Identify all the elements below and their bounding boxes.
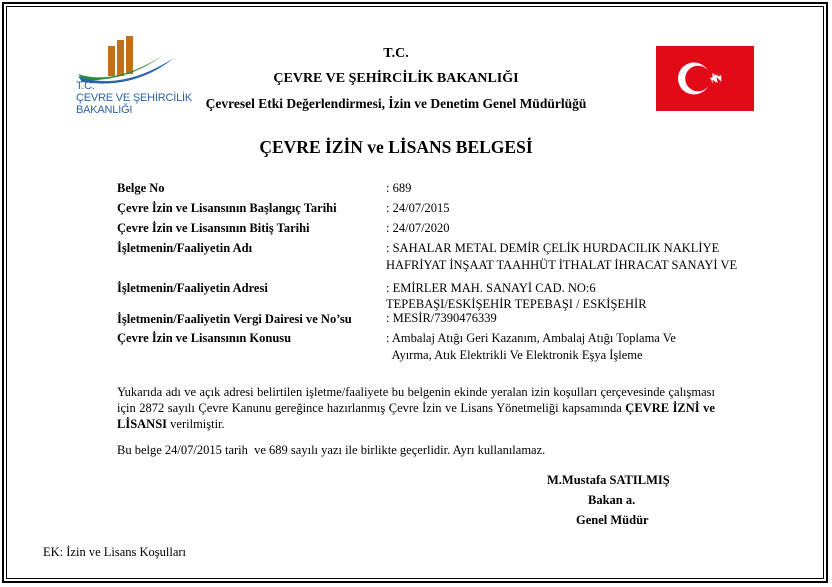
- body-paragraph-part1: Yukarıda adı ve açık adresi belirtilen işletme/faaliyete bu belgenin ekinde yeralan izin koşulları çerçevesinde çalışması için 2872 sayılı Çevre Kanunu gereğince hazırlanmış Çevre İzin ve Lisans Yönetmeliği kapsamında: [117, 385, 715, 415]
- field-label-end-date: Çevre İzin ve Lisansının Bitiş Tarihi: [117, 221, 310, 235]
- field-label-belge-no: Belge No: [117, 181, 165, 195]
- field-value-address-2: TEPEBAŞI/ESKİŞEHİR TEPEBAŞI / ESKİŞEHİR: [386, 297, 647, 311]
- field-label-company-name: İşletmenin/Faaliyetin Adı: [117, 241, 253, 255]
- logo-text-line2: ÇEVRE VE ŞEHİRCİLİK: [76, 92, 193, 104]
- body-paragraph: [117, 384, 715, 432]
- field-value-subject-2: Ayırma, Atık Elektrikli Ve Elektronik Eşya İşleme: [386, 348, 643, 362]
- field-label-start-date: Çevre İzin ve Lisansının Başlangıç Tarihi: [117, 201, 337, 215]
- signatory-title2: Genel Müdür: [576, 513, 649, 527]
- signatory-title1: Bakan a.: [588, 493, 636, 507]
- field-value-start-date: : 24/07/2015: [386, 201, 450, 215]
- body-paragraph-part2: verilmiştir.: [167, 417, 225, 431]
- certificate-title: ÇEVRE İZİN ve LİSANS BELGESİ: [259, 137, 533, 157]
- field-value-end-date: : 24/07/2020: [386, 221, 450, 235]
- logo-text-line1: T.C.: [76, 80, 95, 92]
- field-value-tax: : MESİR/7390476339: [386, 311, 497, 325]
- field-label-address: İşletmenin/Faaliyetin Adresi: [117, 281, 268, 295]
- header-ministry: ÇEVRE VE ŞEHİRCİLİK BAKANLIĞI: [273, 71, 519, 86]
- field-value-belge-no: : 689: [386, 181, 412, 195]
- field-label-subject: Çevre İzin ve Lisansının Konusu: [117, 331, 292, 345]
- field-value-company-name-2: HAFRİYAT İNŞAAT TAAHHÜT İTHALAT İHRACAT SANAYİ VE: [386, 258, 738, 272]
- header-directorate: Çevresel Etki Değerlendirmesi, İzin ve Denetim Genel Müdürlüğü: [205, 96, 587, 111]
- field-value-subject-1: : Ambalaj Atığı Geri Kazanım, Ambalaj Atığı Toplama Ve: [386, 331, 676, 345]
- attachment-note: EK: İzin ve Lisans Koşulları: [43, 545, 187, 559]
- field-value-address-1: : EMİRLER MAH. SANAYİ CAD. NO:6: [386, 281, 596, 295]
- header-line1: T.C.: [383, 46, 409, 61]
- signatory-name: M.Mustafa SATILMIŞ: [547, 473, 670, 487]
- body-paragraph-bold: ÇEVRE İZNİ ve LİSANSI: [117, 401, 715, 431]
- field-label-tax: İşletmenin/Faaliyetin Vergi Dairesi ve No’su: [117, 312, 352, 326]
- validity-note: Bu belge 24/07/2015 tarih ve 689 sayılı yazı ile birlikte geçerlidir. Ayrı kullanılamaz.: [117, 443, 546, 457]
- field-value-company-name-1: : SAHALAR METAL DEMİR ÇELİK HURDACILIK NAKLİYE: [386, 241, 720, 255]
- logo-text-line3: BAKANLIĞI: [76, 104, 133, 116]
